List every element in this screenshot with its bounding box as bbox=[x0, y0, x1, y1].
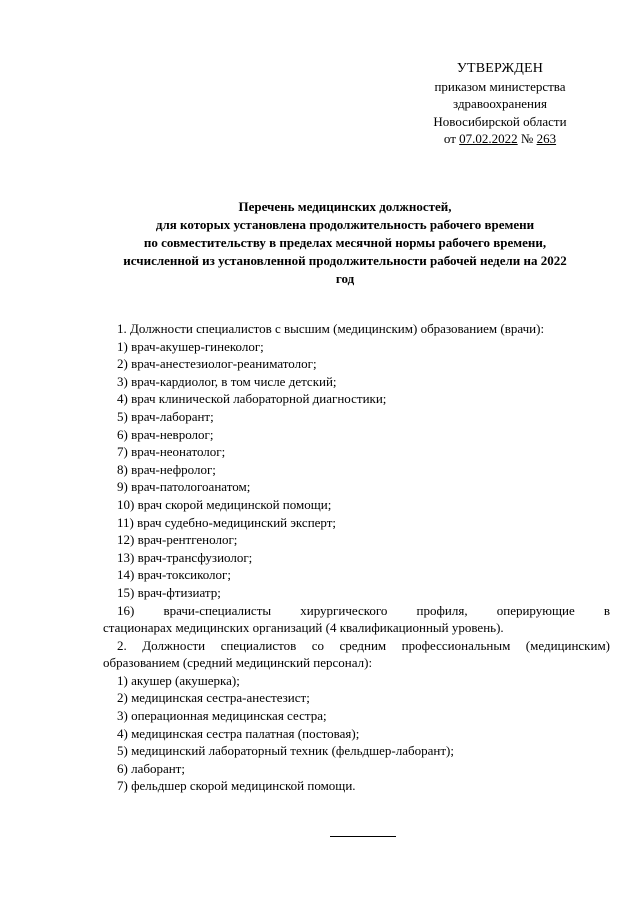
approval-line-order: приказом министерства bbox=[434, 78, 566, 94]
list-item: 6) лаборант; bbox=[117, 760, 185, 776]
list-item: 2) медицинская сестра-анестезист; bbox=[117, 690, 310, 706]
closing-divider bbox=[330, 836, 396, 837]
list-item: 3) операционная медицинская сестра; bbox=[117, 708, 327, 724]
approval-line-ministry: здравоохранения bbox=[453, 96, 547, 111]
list-item: 9) врач-патологоанатом; bbox=[117, 479, 251, 495]
section2-heading-line1: 2. Должности специалистов со средним профессиональным (медицинским) bbox=[117, 637, 610, 653]
section2-heading-line2: образованием (средний медицинский персонал): bbox=[103, 655, 373, 671]
title-line: исчисленной из установленной продолжительности рабочей недели на 2022 bbox=[123, 253, 567, 268]
list-item: 12) врач-рентгенолог; bbox=[117, 532, 238, 548]
approval-date-prefix: от bbox=[443, 131, 460, 146]
section1-list bbox=[103, 338, 610, 637]
list-item: 1) акушер (акушерка); bbox=[117, 672, 240, 688]
list-item: 15) врач-фтизиатр; bbox=[117, 584, 221, 600]
list-item: 7) фельдшер скорой медицинской помощи. bbox=[117, 778, 356, 794]
approval-date: 07.02.2022 bbox=[459, 131, 518, 146]
list-item: 4) врач клинической лабораторной диагностики; bbox=[117, 391, 387, 407]
list-item: 7) врач-неонатолог; bbox=[117, 444, 226, 460]
title-line: Перечень медицинских должностей, bbox=[238, 199, 452, 214]
approval-date-line bbox=[400, 130, 600, 148]
section1-heading: 1. Должности специалистов с высшим (медицинским) образованием (врачи): bbox=[117, 321, 545, 336]
list-item: 1) врач-акушер-гинеколог; bbox=[117, 338, 264, 354]
list-item: 6) врач-невролог; bbox=[117, 426, 214, 442]
list-item: 5) врач-лаборант; bbox=[117, 408, 214, 424]
document-title bbox=[80, 198, 610, 288]
list-item: 11) врач судебно-медицинский эксперт; bbox=[117, 514, 337, 530]
list-item-16-line2: стационарах медицинских организаций (4 квалификационный уровень). bbox=[103, 620, 504, 636]
approval-block bbox=[400, 60, 600, 148]
title-line: по совместительству в пределах месячной нормы рабочего времени, bbox=[143, 235, 547, 250]
approval-line-region: Новосибирской области bbox=[433, 113, 567, 129]
title-line: для которых установлена продолжительность рабочего времени bbox=[155, 217, 535, 232]
list-item: 13) врач-трансфузиолог; bbox=[117, 549, 253, 565]
list-item: 4) медицинская сестра палатная (постовая); bbox=[117, 725, 360, 741]
list-item: 5) медицинский лабораторный техник (фельдшер-лаборант); bbox=[117, 743, 454, 759]
approval-number: 263 bbox=[536, 131, 557, 146]
list-item: 14) врач-токсиколог; bbox=[117, 567, 231, 583]
title-line: год bbox=[335, 271, 355, 286]
list-item: 3) врач-кардиолог, в том числе детский; bbox=[117, 373, 337, 389]
section2-list bbox=[103, 672, 610, 795]
approval-number-prefix: № bbox=[517, 131, 537, 146]
list-item: 10) врач скорой медицинской помощи; bbox=[117, 496, 332, 512]
list-item-16-line1: 16) врачи-специалисты хирургического профиля, оперирующие в bbox=[117, 602, 610, 618]
document-body bbox=[103, 320, 610, 795]
list-item: 2) врач-анестезиолог-реаниматолог; bbox=[117, 356, 317, 372]
approval-stamp: УТВЕРЖДЕН bbox=[456, 61, 544, 76]
list-item: 8) врач-нефролог; bbox=[117, 461, 216, 477]
